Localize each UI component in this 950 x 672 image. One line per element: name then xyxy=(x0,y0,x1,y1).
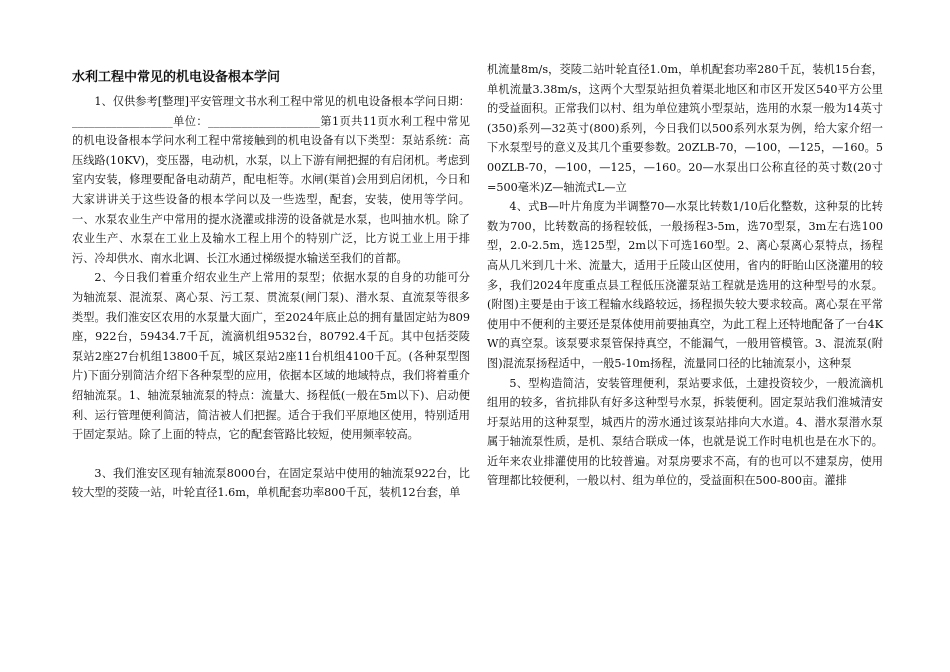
paragraph-gap xyxy=(72,445,470,464)
paragraph-1: 1、仅供参考[整理]平安管理文书水利工程中常见的机电设备根本学问日期：__________________单位：____________________第1页共11页水利工程中常见的机电设备根本学问水利工程中常接触到的机电设备有以下类型：泵站系统：高压线路(10KV)，变压器，电动机，水泵，以上下游有闸把握的有启闭机。考虑到室内安装，修理要配备电动葫芦，配电柜等。水闸(渠首)会用到启闭机，今日和大家讲讲关于这些设备的根本学问以及一些选型，配套，安装，使用等学问。一、水泵农业生产中常用的提水浇灌或排涝的设备就是水泵，也叫抽水机。除了农业生产、水泵在工业上及输水工程上用个的特别广泛，比方说工业上用于排污、冷却供水、南水北调、长江水通过梯级提水输送至我们的首都。 xyxy=(72,95,470,265)
paragraph-2: 2、今日我们着重介绍农业生产上常用的泵型；依据水泵的自身的功能可分为轴流泵、混流泵、离心泵、污工泵、贯流泵(闸门泵)、潜水泵、直流泵等很多类型。我们淮安区农用的水泵量大面广，至2024年底止总的拥有量固定站为809座，922台，59434.7千瓦，流滴机组9532台，80792.4千瓦。其中包括茭陵泵站2座27台机组13800千瓦，城区泵站2座11台机组4100千瓦。(各种泵型图片)下面分别简洁介绍下各种泵型的应用，依据本区域的地域特点，我们将着重介绍轴流泵。1、轴流泵轴流泵的特点：流量大、扬程低(一般在5m以下)、启动便利、运行管理便利简洁，简洁被人们把握。适合于我们平原地区使用，特别适用于固定泵站。除了上面的特点，它的配套管路比较短，使用频率较高。 xyxy=(72,271,470,442)
document-title: 水利工程中常见的机电设备根本学问 xyxy=(72,70,281,85)
paragraph-4: 4、式B—叶片角度为半调整70—水泵比转数1/10后化整数，这种泵的比转数为700，比转数高的扬程较低，一般扬程3-5m，选70型泵，3m左右选100型，2.0-2.5m，选125型，2m以下可选160型。2、离心泵离心泵特点，扬程高从几米到几十米、流量大，适用于丘陵山区使用，省内的盱眙山区浇灌用的较多，我们2024年度重点县工程低压浇灌泵站工程就是选用的这种型号的水泵。(附图)主要是由于该工程输水线路较远，扬程损失较大要求较高。离心泵在平常使用中不便利的主要还是泵体使用前要抽真空，为此工程上还特地配备了一台4KW的真空泵。该泵要求泵管保持真空，不能漏气，一般用管模管。3、混流泵(附图)混流泵扬程适中，一般5-10m扬程，流量同口径的比轴流泵小，这种泵 xyxy=(487,200,883,370)
right-column xyxy=(487,60,883,491)
paragraph-3-continued: 机流量8m/s，茭陵二站叶轮直径1.0m，单机配套功率280千瓦，装机15台套，单机流量3.38m/s，这两个大型泵站担负着渠北地区和市区开发区540平方公里的受益面积。正常我们以村、组为单位建筑小型泵站，选用的水泵一般为14英寸(350)系列—32英寸(800)系列，今日我们以500系列水泵为例，给大家介绍一下水泵型号的意义及其几个重要参数。20ZLB-70，—100，—125，—160。500ZLB-70，—100，—125，—160。20—水泵出口公称直径的英寸数(20寸=500毫米)Z—轴流式L—立 xyxy=(487,63,883,194)
paragraph-3: 3、我们淮安区现有轴流泵8000台，在固定泵站中使用的轴流泵922台，比较大型的茭陵一站，叶轮直径1.6m，单机配套功率800千瓦，装机12台套，单 xyxy=(72,466,470,500)
paragraph-5: 5、型构造简洁，安装管理便利，泵站要求低，土建投资较少，一般流滴机组用的较多，省抗排队有好多这种型号水泵，拆装便利。固定泵站我们淮城清安圩泵站用的这种泵型，城西片的涝水通过该泵站排向大水道。4、潜水泵潜水泵属于轴流泵性质，是机、泵结合联成一体，也就是说工作时电机也是在水下的。近年来农业排灌使用的比较普遍。对泵房要求不高，有的也可以不建泵房，使用管理都比较便利，一般以村、组为单位的，受益面积在500-800亩。灌排 xyxy=(487,376,883,488)
left-column xyxy=(72,60,470,503)
